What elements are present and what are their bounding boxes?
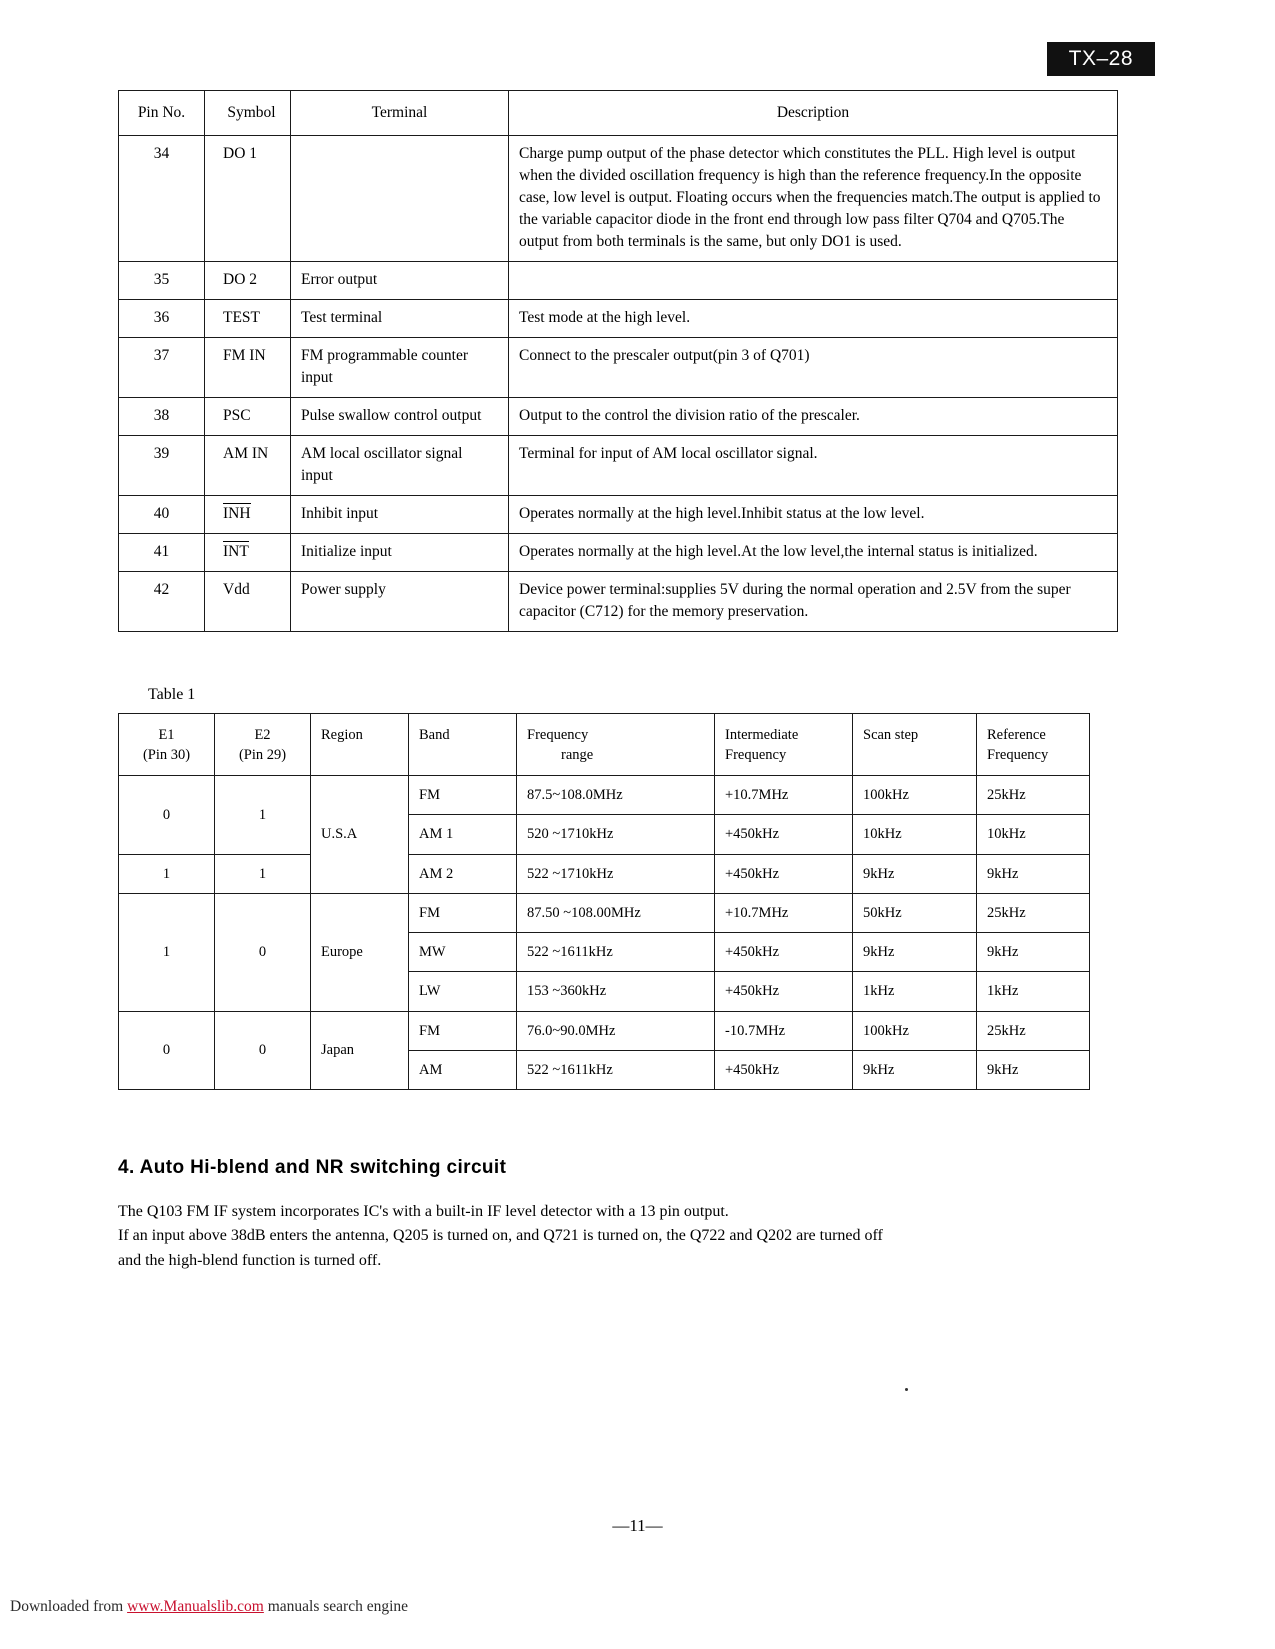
cell-e1: 1 [119, 854, 215, 893]
cell-symbol: AM IN [205, 436, 291, 496]
cell-e2: 0 [215, 893, 311, 1011]
cell-reference-frequency: 9kHz [977, 854, 1090, 893]
cell-reference-frequency: 9kHz [977, 933, 1090, 972]
column-header-reference-frequency [977, 714, 1090, 776]
download-prefix: Downloaded from [10, 1598, 128, 1615]
table-row [119, 893, 1090, 932]
cell-band: MW [409, 933, 517, 972]
header-line1: Frequency [527, 727, 589, 743]
header-line1: Scan step [863, 727, 919, 743]
manualslib-link[interactable]: www.Manualslib.com [127, 1598, 264, 1615]
cell-reference-frequency: 25kHz [977, 776, 1090, 815]
cell-reference-frequency: 1kHz [977, 972, 1090, 1011]
table-row [119, 572, 1118, 632]
cell-scan-step: 9kHz [853, 1051, 977, 1090]
cell-reference-frequency: 25kHz [977, 893, 1090, 932]
cell-frequency-range: 87.5~108.0MHz [517, 776, 715, 815]
column-header-frequency-range [517, 714, 715, 776]
cell-symbol: PSC [205, 398, 291, 436]
cell-scan-step: 50kHz [853, 893, 977, 932]
symbol-overline-inh: INH [223, 505, 251, 522]
header-line1: E2 [254, 727, 271, 743]
cell-intermediate-frequency: -10.7MHz [715, 1011, 853, 1050]
band-frequency-table [118, 713, 1090, 1090]
pin-description-table [118, 90, 1118, 632]
table1-caption: Table 1 [148, 686, 196, 703]
cell-intermediate-frequency: +10.7MHz [715, 776, 853, 815]
column-header-band [409, 714, 517, 776]
header-line1: E1 [158, 727, 175, 743]
table-row [119, 300, 1118, 338]
cell-terminal: FM programmable counter input [291, 338, 509, 398]
table-row [119, 534, 1118, 572]
cell-frequency-range: 520 ~1710kHz [517, 815, 715, 854]
column-header-e1 [119, 714, 215, 776]
cell-symbol: DO 2 [205, 262, 291, 300]
header-line2: (Pin 30) [142, 747, 191, 764]
cell-region-japan: Japan [311, 1011, 409, 1090]
stray-speck [905, 1388, 908, 1391]
cell-frequency-range: 153 ~360kHz [517, 972, 715, 1011]
cell-scan-step: 10kHz [853, 815, 977, 854]
column-header-symbol: Symbol [205, 91, 291, 136]
cell-pin-no: 39 [119, 436, 205, 496]
cell-description: Device power terminal:supplies 5V during the normal operation and 2.5V from the super capacitor (C712) for the memory preservation. [509, 572, 1118, 632]
table-row [119, 262, 1118, 300]
cell-frequency-range: 87.50 ~108.00MHz [517, 893, 715, 932]
column-header-intermediate-frequency [715, 714, 853, 776]
cell-region-usa: U.S.A [311, 776, 409, 894]
cell-frequency-range: 522 ~1710kHz [517, 854, 715, 893]
cell-e1: 0 [119, 776, 215, 855]
cell-band: LW [409, 972, 517, 1011]
cell-symbol: FM IN [205, 338, 291, 398]
cell-terminal: Pulse swallow control output [291, 398, 509, 436]
paragraph-line: If an input above 38dB enters the antenna, Q205 is turned on, and Q721 is turned on, the Q722 and Q202 are turned off [118, 1227, 883, 1245]
download-suffix: manuals search engine [263, 1598, 409, 1615]
cell-e2: 1 [215, 776, 311, 855]
header-line2: range [561, 747, 594, 764]
symbol-overline-int: INT [223, 543, 249, 560]
section-heading: 4. Auto Hi-blend and NR switching circuit [118, 1157, 507, 1178]
header-line1: Band [419, 727, 450, 743]
table-row [119, 136, 1118, 262]
cell-reference-frequency: 9kHz [977, 1051, 1090, 1090]
cell-intermediate-frequency: +450kHz [715, 854, 853, 893]
cell-pin-no: 34 [119, 136, 205, 262]
cell-pin-no: 37 [119, 338, 205, 398]
cell-terminal [291, 136, 509, 262]
cell-intermediate-frequency: +10.7MHz [715, 893, 853, 932]
cell-band: FM [409, 893, 517, 932]
header-line1: Intermediate [725, 727, 799, 743]
cell-pin-no: 42 [119, 572, 205, 632]
cell-frequency-range: 522 ~1611kHz [517, 1051, 715, 1090]
column-header-pin-no: Pin No. [119, 91, 205, 136]
header-line2: (Pin 29) [238, 747, 287, 764]
cell-e2: 0 [215, 1011, 311, 1090]
cell-symbol [205, 496, 291, 534]
cell-frequency-range: 76.0~90.0MHz [517, 1011, 715, 1050]
column-header-terminal: Terminal [291, 91, 509, 136]
cell-pin-no: 40 [119, 496, 205, 534]
cell-scan-step: 1kHz [853, 972, 977, 1011]
column-header-description: Description [509, 91, 1118, 136]
header-line1: Reference [987, 727, 1046, 743]
cell-band: AM 2 [409, 854, 517, 893]
column-header-e2 [215, 714, 311, 776]
cell-reference-frequency: 10kHz [977, 815, 1090, 854]
cell-terminal: Inhibit input [291, 496, 509, 534]
table-header-row [119, 714, 1090, 776]
cell-scan-step: 9kHz [853, 933, 977, 972]
header-line2: Frequency [725, 747, 787, 764]
cell-terminal-error-output: Error output [291, 262, 509, 300]
paragraph-line: and the high-blend function is turned off. [118, 1251, 382, 1269]
cell-symbol [205, 534, 291, 572]
table-row [119, 496, 1118, 534]
model-badge: TX–28 [1047, 42, 1155, 76]
cell-description: Operates normally at the high level.At the low level,the internal status is initialized. [509, 534, 1118, 572]
cell-description: Connect to the prescaler output(pin 3 of Q701) [509, 338, 1118, 398]
cell-symbol: TEST [205, 300, 291, 338]
cell-band: FM [409, 1011, 517, 1050]
cell-scan-step: 100kHz [853, 1011, 977, 1050]
cell-description-cont [509, 262, 1118, 300]
cell-description: Operates normally at the high level.Inhibit status at the low level. [509, 496, 1118, 534]
cell-terminal: Test terminal [291, 300, 509, 338]
table-row [119, 776, 1090, 815]
cell-e2: 1 [215, 854, 311, 893]
paragraph-line: The Q103 FM IF system incorporates IC's with a built-in IF level detector with a 13 pin output. [118, 1203, 729, 1220]
section-paragraph [118, 1200, 1078, 1273]
cell-symbol: Vdd [205, 572, 291, 632]
column-header-region [311, 714, 409, 776]
cell-intermediate-frequency: +450kHz [715, 1051, 853, 1090]
cell-region-europe: Europe [311, 893, 409, 1011]
cell-symbol: DO 1 [205, 136, 291, 262]
cell-pin-no: 35 [119, 262, 205, 300]
cell-terminal: Initialize input [291, 534, 509, 572]
cell-reference-frequency: 25kHz [977, 1011, 1090, 1050]
table-row [119, 338, 1118, 398]
cell-pin-no: 36 [119, 300, 205, 338]
header-line1: Region [321, 727, 363, 743]
table-header-row [119, 91, 1118, 136]
cell-e1: 1 [119, 893, 215, 1011]
cell-description: Terminal for input of AM local oscillator signal. [509, 436, 1118, 496]
cell-frequency-range: 522 ~1611kHz [517, 933, 715, 972]
table-row [119, 854, 1090, 893]
table-row [119, 398, 1118, 436]
cell-pin-no: 41 [119, 534, 205, 572]
cell-description: Output to the control the division ratio of the prescaler. [509, 398, 1118, 436]
download-footer [10, 1598, 408, 1616]
cell-intermediate-frequency: +450kHz [715, 933, 853, 972]
cell-intermediate-frequency: +450kHz [715, 815, 853, 854]
cell-band: AM [409, 1051, 517, 1090]
cell-e1: 0 [119, 1011, 215, 1090]
cell-terminal: Power supply [291, 572, 509, 632]
column-header-scan-step [853, 714, 977, 776]
cell-band: AM 1 [409, 815, 517, 854]
table-row [119, 1011, 1090, 1050]
cell-scan-step: 9kHz [853, 854, 977, 893]
header-line2: Frequency [987, 747, 1049, 764]
cell-description: Test mode at the high level. [509, 300, 1118, 338]
cell-terminal: AM local oscillator signal input [291, 436, 509, 496]
cell-band: FM [409, 776, 517, 815]
cell-scan-step: 100kHz [853, 776, 977, 815]
cell-description: Charge pump output of the phase detector which constitutes the PLL. High level is output when the divided oscillation frequency is high than the reference frequency.In the opposite case, low level is output. Floating occurs when the frequencies match.The output is applied to the variable capacitor diode in the front end through low pass filter Q704 and Q705.The output from both terminals is the same, but only DO1 is used. [509, 136, 1118, 262]
table-row [119, 436, 1118, 496]
cell-intermediate-frequency: +450kHz [715, 972, 853, 1011]
cell-pin-no: 38 [119, 398, 205, 436]
page-number: —11— [612, 1516, 663, 1535]
